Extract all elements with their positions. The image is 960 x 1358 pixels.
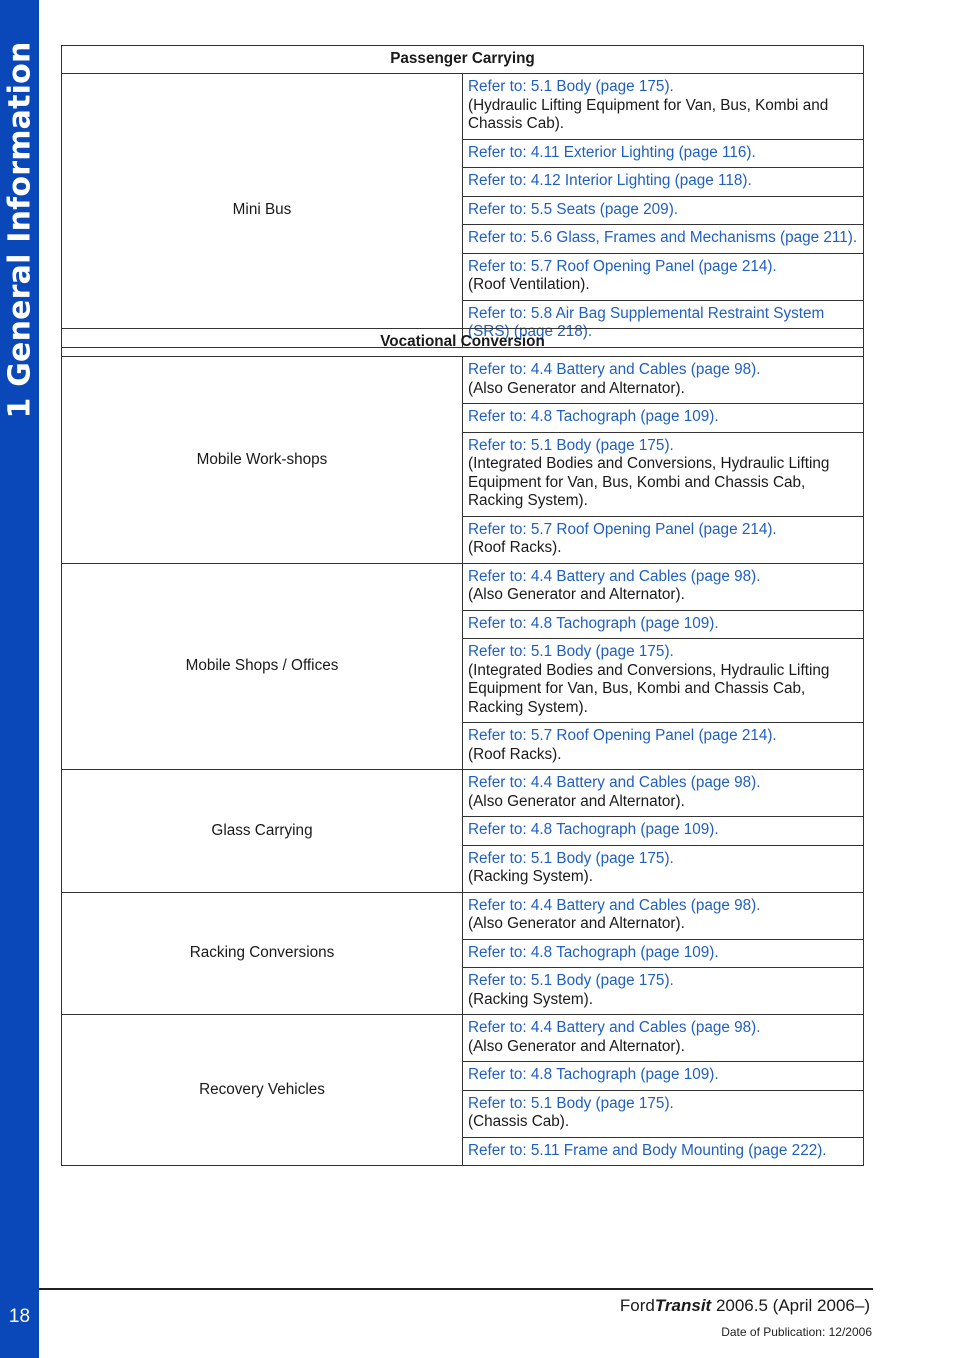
category-cell: Mini Bus: [62, 74, 463, 348]
reference-link[interactable]: Refer to: 4.4 Battery and Cables (page 98).: [468, 896, 761, 914]
reference-cell: [463, 357, 864, 404]
reference-link[interactable]: Refer to: 5.11 Frame and Body Mounting (page 222).: [468, 1141, 827, 1159]
reference-cell: [463, 723, 864, 770]
footer-brand: Ford: [619, 1296, 655, 1315]
table-row: [62, 357, 864, 404]
reference-note: (Also Generator and Alternator).: [468, 792, 685, 810]
reference-note: (Racking System).: [468, 868, 593, 885]
reference-note: (Also Generator and Alternator).: [468, 586, 685, 603]
reference-link[interactable]: Refer to: 5.1 Body (page 175).: [468, 78, 674, 95]
reference-note: (Integrated Bodies and Conversions, Hydraulic Lifting Equipment for Van, Bus, Kombi and Chassis Cab, Racking System).: [468, 455, 830, 509]
reference-link[interactable]: Refer to: 4.4 Battery and Cables (page 98).: [468, 361, 761, 378]
reference-link[interactable]: Refer to: 4.8 Tachograph (page 109).: [468, 408, 719, 425]
reference-cell: [463, 563, 864, 610]
reference-cell: [463, 639, 864, 723]
footer-model-name: Transit: [654, 1296, 712, 1315]
chapter-title: 1 General Information: [2, 41, 38, 419]
reference-cell: [463, 968, 864, 1015]
reference-link[interactable]: Refer to: 5.8 Air Bag Supplemental Restraint System (SRS) (page 218).: [468, 304, 825, 340]
page-number: 18: [8, 1306, 31, 1327]
reference-link[interactable]: Refer to: 5.7 Roof Opening Panel (page 214).: [468, 727, 777, 744]
reference-link[interactable]: Refer to: 5.7 Roof Opening Panel (page 214).: [468, 257, 777, 275]
reference-link[interactable]: Refer to: 4.11 Exterior Lighting (page 116).: [468, 143, 756, 161]
reference-cell: [463, 139, 864, 168]
reference-link[interactable]: Refer to: 4.8 Tachograph (page 109).: [468, 943, 719, 961]
reference-link[interactable]: Refer to: 4.8 Tachograph (page 109).: [468, 821, 719, 838]
reference-cell: [463, 168, 864, 197]
publication-date: Date of Publication: 12/2006: [721, 1325, 872, 1339]
reference-link[interactable]: Refer to: 5.1 Body (page 175).: [468, 436, 674, 454]
reference-note: (Racking System).: [468, 990, 593, 1008]
reference-note: (Chassis Cab).: [468, 1113, 570, 1130]
reference-cell: [463, 404, 864, 433]
reference-link[interactable]: Refer to: 5.6 Glass, Frames and Mechanisms (page 211).: [468, 229, 858, 246]
table-heading: Passenger Carrying: [62, 46, 864, 74]
reference-note: (Roof Ventilation).: [468, 276, 590, 293]
reference-cell: [463, 516, 864, 563]
reference-cell: [463, 1090, 864, 1137]
reference-link[interactable]: Refer to: 4.8 Tachograph (page 109).: [468, 1066, 719, 1083]
reference-cell: [463, 253, 864, 300]
table-row: [62, 1015, 864, 1062]
reference-link[interactable]: Refer to: 5.1 Body (page 175).: [468, 643, 674, 660]
table-row: [62, 563, 864, 610]
table-row: [62, 770, 864, 817]
reference-link[interactable]: Refer to: 5.1 Body (page 175).: [468, 972, 674, 989]
category-cell: Mobile Shops / Offices: [62, 563, 463, 770]
table-heading: Vocational Conversion: [62, 329, 864, 357]
reference-cell: [463, 939, 864, 968]
reference-cell: [463, 74, 864, 140]
reference-note: (Roof Racks).: [468, 745, 562, 763]
reference-cell: [463, 770, 864, 817]
reference-cell: [463, 845, 864, 892]
table-row: [62, 892, 864, 939]
category-cell: Racking Conversions: [62, 892, 463, 1015]
category-cell: Recovery Vehicles: [62, 1015, 463, 1166]
reference-cell: [463, 225, 864, 254]
reference-cell: [463, 817, 864, 846]
reference-link[interactable]: Refer to: 5.1 Body (page 175).: [468, 849, 674, 867]
reference-cell: [463, 1015, 864, 1062]
reference-link[interactable]: Refer to: 4.8 Tachograph (page 109).: [468, 614, 719, 632]
reference-note: (Also Generator and Alternator).: [468, 1037, 685, 1055]
reference-link[interactable]: Refer to: 4.4 Battery and Cables (page 98).: [468, 567, 761, 585]
passenger-carrying-table: [61, 45, 864, 348]
category-cell: Mobile Work-shops: [62, 357, 463, 564]
reference-cell: [463, 432, 864, 516]
reference-note: (Also Generator and Alternator).: [468, 379, 685, 397]
reference-link[interactable]: Refer to: 4.12 Interior Lighting (page 118).: [468, 172, 752, 189]
reference-note: (Also Generator and Alternator).: [468, 915, 685, 932]
reference-link[interactable]: Refer to: 5.1 Body (page 175).: [468, 1094, 674, 1112]
reference-link[interactable]: Refer to: 5.7 Roof Opening Panel (page 214).: [468, 520, 777, 538]
reference-note: (Roof Racks).: [468, 539, 562, 556]
category-cell: Glass Carrying: [62, 770, 463, 893]
reference-note: (Integrated Bodies and Conversions, Hydraulic Lifting Equipment for Van, Bus, Kombi and Chassis Cab, Racking System).: [468, 661, 830, 716]
chapter-sidebar: [0, 0, 39, 1358]
reference-cell: [463, 1062, 864, 1091]
footer-divider: [39, 1288, 873, 1290]
vocational-conversion-table: [61, 328, 864, 1166]
table-row: [62, 74, 864, 140]
reference-cell: [463, 1137, 864, 1166]
footer-model: [620, 1296, 870, 1316]
footer-edition: 2006.5 (April 2006–): [711, 1296, 870, 1315]
reference-cell: [463, 892, 864, 939]
reference-cell: [463, 196, 864, 225]
reference-note: (Hydraulic Lifting Equipment for Van, Bus, Kombi and Chassis Cab).: [468, 96, 829, 132]
reference-link[interactable]: Refer to: 4.4 Battery and Cables (page 98).: [468, 1019, 761, 1036]
reference-link[interactable]: Refer to: 5.5 Seats (page 209).: [468, 200, 679, 218]
reference-link[interactable]: Refer to: 4.4 Battery and Cables (page 98).: [468, 774, 761, 791]
reference-cell: [463, 610, 864, 639]
